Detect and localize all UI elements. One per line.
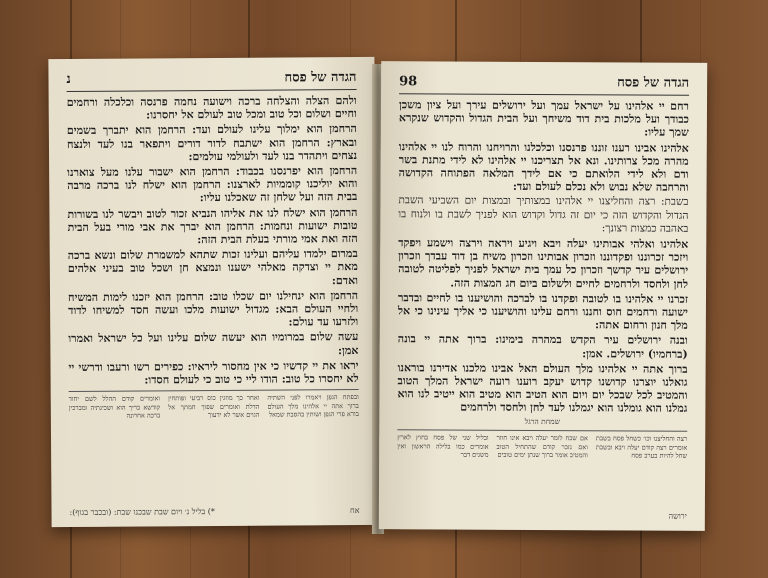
text-paragraph: אלהינו ואלהי אבותינו יעלה ויבא ויגיע ויראה וירצה וישמע ויפקד ויזכר זכרוננו ופקדוננו וזכרון אבותינו וזכרון משיח בן דוד עבדך וזכרון ירושלים עיר קדשך וזכרון כל עמך בית ישראל לפניך לפליטה לטובה לחן ולחסד ולרחמים לחיים ולשלום ביום חג המצות הזה. bbox=[398, 236, 689, 291]
right-footnotes bbox=[397, 429, 687, 460]
right-page bbox=[379, 61, 707, 531]
footnote-column: ואחר כך מוזגין כוס רביעי ופותחין הדלת ואומרים שפוך חמתך אל הגוים אשר לא ידעוך bbox=[168, 393, 260, 420]
text-paragraph: הרחמן הוא ישלח לנו את אליהו הנביא זכור לטוב ויבשר לנו בשורות טובות ישועות ונחמות: הרחמן הוא יברך את אבי מורי בעל הבית הזה ואת אמי מורתי בעלת הבית הזה: bbox=[67, 205, 358, 247]
left-footnotes bbox=[69, 389, 359, 420]
text-paragraph: הרחמן הוא יפרנסנו בכבוד: הרחמן הוא ישבור עלנו מעל צוארנו והוא יוליכנו קוממיות לארצנו: הרחמן הוא ישלח לנו ברכה מרבה בבית הזה ועל שלחן זה שאכלנו עליו: bbox=[67, 164, 358, 205]
text-paragraph: ובנה ירושלים עיר הקדש במהרה בימינו: ברוך אתה יי בונה (ברחמיו) ירושלים. אמן: bbox=[397, 332, 688, 361]
header-rule bbox=[399, 93, 689, 96]
right-page-footer bbox=[397, 510, 687, 521]
footer-note: *) בליל נ׳ ויום שבת שבכנו שבת: (ובכבר בגוף): bbox=[69, 506, 215, 518]
text-paragraph: הרחמן הוא ימלוך עלינו לעולם ועד: הרחמן הוא יתברך בשמים ובארץ: הרחמן הוא ישתבח לדור דורים ויתפאר בנו לעד ולנצח נצחים ויתהדר בנו לעד ולעולמי עולמים: bbox=[66, 122, 358, 163]
footnote-column: ואומרים קודם ההלל לשם יחוד קודשא בריך הוא ושכינתיה ומברכין ברכה אחרונה bbox=[68, 394, 161, 420]
right-page-title: הגדה של פסח bbox=[617, 75, 690, 91]
left-page-marker: נ bbox=[66, 71, 71, 88]
left-page bbox=[48, 57, 377, 527]
text-paragraph: בשבת: רצה והחליצנו יי אלהינו במצותיך ובמצות יום השביעי השבת הגדול והקדוש הזה כי יום זה גדול וקדוש הוא לפניך לשבת בו ולנוח בו באהבה כמצות רצונך: bbox=[398, 194, 689, 235]
open-haggadah-book bbox=[42, 58, 718, 538]
left-page-header bbox=[66, 69, 356, 87]
right-page-body bbox=[397, 98, 689, 415]
footnote-column: ובליל שני של פסח בחוץ לארץ אומרים כמו בלילה הראשון ואין משנים דבר bbox=[397, 433, 489, 459]
text-paragraph: זכרנו יי אלהינו בו לטובה ופקדנו בו לברכה והושיענו בו לחיים ובדבר ישועה ורחמים חוס וחננו ורחם עלינו והושיענו כי אליך עינינו כי אל מלך חנון ורחום אתה: bbox=[397, 291, 689, 333]
footer-signature: ירושה bbox=[668, 511, 687, 521]
footer-signature: אח bbox=[349, 505, 360, 516]
footnote-column: אם שכח לומר יעלה ויבא אינו חוזר ואם נזכר קודם שהתחיל הטוב והמטיב אומר ברוך שנתן ימים טובים bbox=[496, 433, 588, 460]
right-page-number: 98 bbox=[399, 73, 418, 89]
text-paragraph: ברוך אתה יי אלהינו מלך העולם האל אבינו מלכנו אדירנו בוראנו גואלנו יוצרנו קדושנו קדוש יעקב רוענו רועה ישראל המלך הטוב והמטיב לכל שבכל יום ויום הוא הטיב הוא מטיב הוא ייטיב לנו הוא גמלנו הוא גומלנו הוא יגמלנו לעד לחן ולחסד ולרחמים bbox=[397, 361, 688, 416]
text-paragraph: אלהינו אבינו רענו זוננו פרנסנו וכלכלנו והרויחנו והרוח לנו יי אלהינו מהרה מכל צרותינו. ונא אל תצריכנו יי אלהינו לא לידי מתנת בשר ודם ולא לידי הלואתם כי אם לידך המלאה הפתוחה הקדושה והרחבה שלא נבוש ולא נכלם לעולם ועד: bbox=[398, 139, 689, 194]
header-rule bbox=[67, 89, 357, 92]
left-page-footer bbox=[70, 506, 360, 517]
left-page-title: הגדה של פסח bbox=[284, 69, 357, 86]
text-paragraph: עשה שלום במרומיו הוא יעשה שלום עלינו ועל כל ישראל ואמרו אמן: bbox=[68, 330, 359, 357]
footnote-heading: שמחת הרגל bbox=[524, 416, 560, 426]
text-paragraph: יראו את יי קדשיו כי אין מחסור ליראיו: כפירים רשו ורעבו ודרשי יי לא יחסרו כל טוב: הודו ליי כי טוב כי לעולם חסדו: bbox=[68, 358, 359, 387]
right-page-header bbox=[399, 73, 689, 91]
text-paragraph: ולהם הצלה והצלחה ברכה וישועה נחמה פרנסה וכלכלה ורחמים וחיים ושלום וכל טוב ומכל טוב לעולם אל יחסרנו: bbox=[66, 93, 357, 122]
text-paragraph: במרום ילמדו עליהם ועלינו זכות שתהא למשמרת שלום ונשא ברכה מאת יי וצדקה מאלהי ישענו ונמצא חן ושכל טוב בעיני אלהים ואדם: bbox=[67, 247, 358, 287]
text-paragraph: הרחמן הוא ינחילנו יום שכלו טוב: הרחמן הוא יזכנו לימות המשיח ולחיי העולם הבא: מגדול ישועות מלכו ועשה חסד למשיחו לדוד ולזרעו עד עולם: bbox=[67, 288, 359, 329]
footnote-column: ובפתח הגפן ויאמרו לפני השתיה ברוך אתה יי אלהינו מלך העולם בורא פרי הגפן ושותין בהסבת שמאל bbox=[267, 393, 359, 419]
text-paragraph: רחם יי אלהינו על ישראל עמך ועל ירושלים עירך ועל ציון משכן כבודך ועל מלכות בית דוד משיחך ועל הבית הגדול והקדוש שנקרא שמך עליו: bbox=[398, 98, 690, 140]
footnote-column: רצה והחליצנו וכו׳ כשחל פסח בשבת אומרים רצה קודם יעלה ויבא ובשבת שחל להיות בערב פסח bbox=[595, 434, 688, 460]
left-page-body bbox=[67, 94, 359, 387]
